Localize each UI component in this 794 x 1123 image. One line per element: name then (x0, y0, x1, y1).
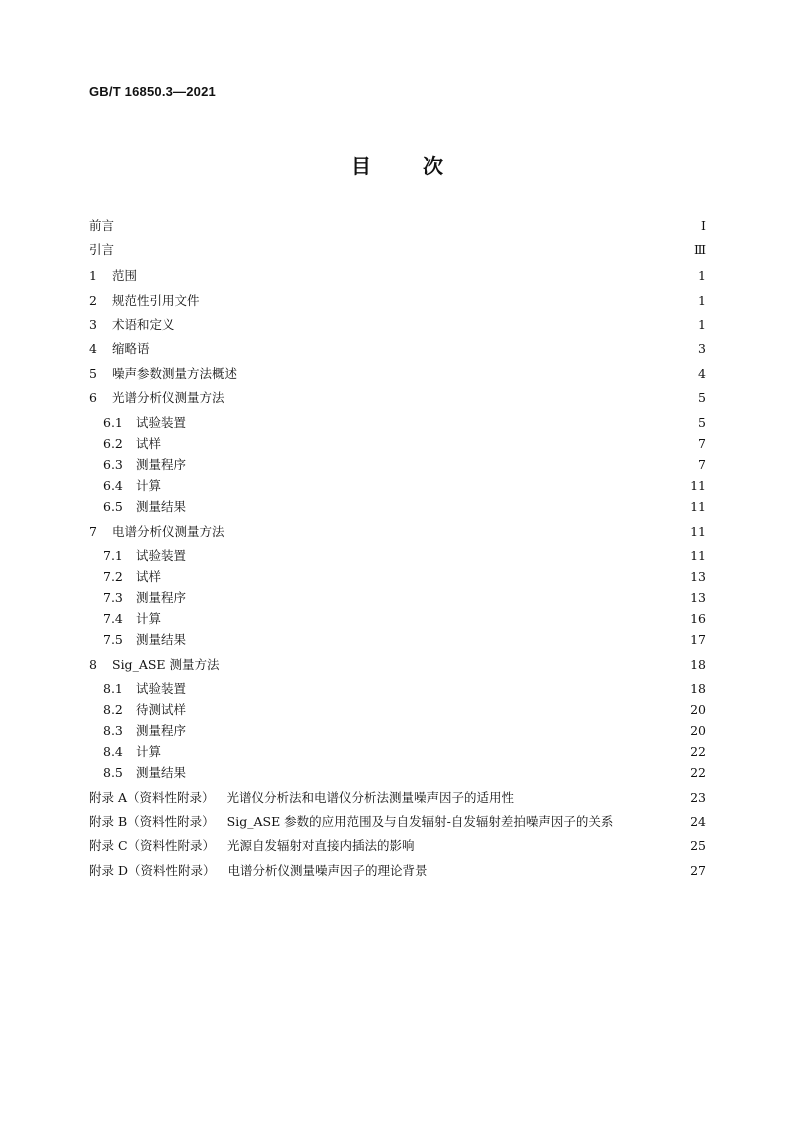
toc-leader-dots (165, 433, 692, 453)
toc-entry-number: 7 (89, 523, 97, 539)
toc-entry-page: 5 (698, 389, 706, 405)
toc-entry-page: 4 (698, 365, 706, 381)
toc-leader-dots (165, 475, 686, 495)
toc-entry-label: 电谱分析仪测量噪声因子的理论背景 (227, 863, 428, 878)
toc-entry[interactable] (89, 363, 706, 383)
toc-entry-page: Ⅰ (701, 217, 706, 233)
toc-entry-page: 11 (690, 547, 706, 563)
standard-code: GB/T 16850.3—2021 (89, 84, 216, 99)
toc-entry-number: 7.1 (103, 547, 123, 563)
toc-leader-dots (241, 363, 692, 383)
toc-entry-label: Sig_ASE 测量方法 (112, 657, 220, 672)
toc-entry[interactable] (89, 265, 706, 285)
toc-entry-page: 16 (690, 610, 706, 626)
toc-entry-page: 7 (698, 456, 706, 472)
toc-entry-label: Sig_ASE 参数的应用范围及与自发辐射-自发辐射差拍噪声因子的关系 (226, 814, 614, 829)
toc-leader-dots (190, 545, 686, 565)
toc-entry-page: 18 (690, 680, 706, 696)
toc-entry-page: 1 (698, 316, 706, 332)
toc-leader-dots (224, 654, 687, 674)
toc-entry[interactable] (89, 454, 706, 474)
toc-entry[interactable] (89, 835, 706, 855)
toc-entry-number: 3 (89, 316, 97, 332)
toc-entry-page: 27 (690, 862, 706, 878)
toc-entry-number: 6.3 (103, 456, 123, 472)
toc-entry-label: 规范性引用文件 (112, 293, 200, 308)
toc-entry-page: 22 (690, 743, 706, 759)
toc-entry[interactable] (89, 678, 706, 698)
toc-entry-label: 光谱分析仪测量方法 (112, 390, 225, 405)
toc-entry-number: 8.3 (103, 722, 123, 738)
toc-entry[interactable] (89, 290, 706, 310)
toc-leader-dots (229, 387, 692, 407)
toc-entry-page: 18 (690, 656, 706, 672)
toc-entry-label: 电谱分析仪测量方法 (112, 524, 225, 539)
toc-entry-label: 计算 (136, 744, 162, 759)
toc-entry-label: 试验装置 (136, 415, 187, 430)
toc-entry[interactable] (89, 387, 706, 407)
toc-entry-label: 计算 (136, 478, 162, 493)
toc-entry-label: 测量结果 (136, 765, 187, 780)
toc-entry-number: 6.1 (103, 414, 123, 430)
toc-entry-number: 8.4 (103, 743, 123, 759)
toc-leader-dots (190, 496, 686, 516)
toc-entry-page: 1 (698, 267, 706, 283)
toc-entry-number: 8 (89, 656, 97, 672)
toc-entry-label: 测量程序 (136, 590, 187, 605)
toc-entry-number: 6.4 (103, 477, 123, 493)
toc-entry-number: 8.5 (103, 764, 123, 780)
toc-leader-dots (190, 412, 692, 432)
toc-entry-page: 17 (690, 631, 706, 647)
toc-entry-page: 20 (690, 701, 706, 717)
toc-entry[interactable] (89, 787, 706, 807)
toc-entry-page: 5 (698, 414, 706, 430)
toc-leader-dots (204, 290, 692, 310)
toc-entry[interactable] (89, 338, 706, 358)
toc-entry[interactable] (89, 475, 706, 495)
toc-leader-dots (179, 314, 692, 334)
toc-entry[interactable] (89, 741, 706, 761)
toc-leader-dots (190, 678, 686, 698)
toc-entry-number: 7.2 (103, 568, 123, 584)
toc-entry-label: 试验装置 (136, 548, 187, 563)
title-char-2: 次 (423, 154, 443, 178)
toc-leader-dots (190, 587, 686, 607)
toc-leader-dots (432, 860, 687, 880)
toc-entry-number: 4 (89, 340, 97, 356)
toc-entry-page: 13 (690, 589, 706, 605)
toc-entry-number: 6.2 (103, 435, 123, 451)
toc-entry[interactable] (89, 587, 706, 607)
toc-entry[interactable] (89, 521, 706, 541)
toc-entry[interactable] (89, 654, 706, 674)
toc-leader-dots (518, 787, 686, 807)
toc-leader-dots (154, 338, 692, 358)
toc-entry-page: 23 (690, 789, 706, 805)
toc-leader-dots (190, 720, 686, 740)
toc-entry-number: 6 (89, 389, 97, 405)
toc-entry-number: 7.5 (103, 631, 123, 647)
toc-leader-dots (165, 741, 686, 761)
toc-leader-dots (190, 454, 692, 474)
toc-entry[interactable] (89, 215, 706, 235)
toc-entry[interactable] (89, 811, 706, 831)
toc-leader-dots (229, 521, 687, 541)
page-title (0, 150, 794, 179)
toc-entry-label: 测量程序 (136, 723, 187, 738)
toc-entry-label: 试验装置 (136, 681, 187, 696)
toc-entry-number: 7.3 (103, 589, 123, 605)
toc-leader-dots (190, 762, 686, 782)
toc-entry-number: 8.1 (103, 680, 123, 696)
toc-leader-dots (190, 629, 686, 649)
toc-leader-dots (141, 265, 692, 285)
toc-entry-label: 计算 (136, 611, 162, 626)
toc-entry-page: 11 (690, 477, 706, 493)
toc-entry-label: 前言 (89, 218, 115, 233)
toc-entry-label: 术语和定义 (112, 317, 175, 332)
toc-entry-page: 3 (698, 340, 706, 356)
toc-entry[interactable] (89, 496, 706, 516)
toc-entry-page: 20 (690, 722, 706, 738)
toc-leader-dots (190, 699, 686, 719)
toc-entry-number: 1 (89, 267, 97, 283)
toc-entry-page: 22 (690, 764, 706, 780)
toc-leader-dots (419, 835, 687, 855)
toc-entry-label: 试样 (136, 436, 162, 451)
toc-entry-label: 测量程序 (136, 457, 187, 472)
toc-leader-dots (617, 811, 686, 831)
toc-entry-label: 测量结果 (136, 632, 187, 647)
toc-entry[interactable] (89, 433, 706, 453)
toc-entry-page: 13 (690, 568, 706, 584)
toc-entry-label: 缩略语 (112, 341, 150, 356)
toc-entry-page: 24 (690, 813, 706, 829)
toc-leader-dots (165, 566, 686, 586)
toc-entry-number: 附录 C（资料性附录） (89, 838, 216, 853)
toc-entry-number: 6.5 (103, 498, 123, 514)
toc-entry-label: 噪声参数测量方法概述 (112, 366, 238, 381)
toc-leader-dots (165, 608, 686, 628)
toc-entry-page: Ⅲ (693, 241, 706, 257)
toc-entry-label: 引言 (89, 242, 115, 257)
toc-entry[interactable] (89, 860, 706, 880)
toc-entry-page: 11 (690, 498, 706, 514)
toc-entry[interactable] (89, 239, 706, 259)
toc-entry-page: 7 (698, 435, 706, 451)
toc-entry[interactable] (89, 762, 706, 782)
toc-entry[interactable] (89, 545, 706, 565)
toc-entry-label: 光谱仪分析法和电谱仪分析法测量噪声因子的适用性 (226, 790, 515, 805)
toc-entry-label: 光源自发辐射对直接内插法的影响 (227, 838, 415, 853)
toc-entry-number: 附录 D（资料性附录） (89, 863, 216, 878)
toc-entry-number: 5 (89, 365, 97, 381)
toc-entry[interactable] (89, 566, 706, 586)
toc-entry[interactable] (89, 720, 706, 740)
toc-leader-dots (118, 239, 690, 259)
toc-entry[interactable] (89, 412, 706, 432)
toc-entry-page: 25 (690, 837, 706, 853)
toc-entry-number: 7.4 (103, 610, 123, 626)
toc-entry-label: 试样 (136, 569, 162, 584)
toc-entry-number: 附录 A（资料性附录） (89, 790, 215, 805)
toc-entry-number: 2 (89, 292, 97, 308)
toc-entry-label: 测量结果 (136, 499, 187, 514)
toc-entry-page: 11 (690, 523, 706, 539)
toc-entry-label: 范围 (112, 268, 138, 283)
toc-leader-dots (118, 215, 692, 235)
toc-entry[interactable] (89, 608, 706, 628)
toc-entry[interactable] (89, 314, 706, 334)
toc-entry[interactable] (89, 629, 706, 649)
toc-entry[interactable] (89, 699, 706, 719)
toc-entry-label: 待测试样 (136, 702, 187, 717)
toc-entry-page: 1 (698, 292, 706, 308)
toc-entry-number: 附录 B（资料性附录） (89, 814, 215, 829)
toc-entry-number: 8.2 (103, 701, 123, 717)
title-char-1: 目 (351, 154, 371, 178)
